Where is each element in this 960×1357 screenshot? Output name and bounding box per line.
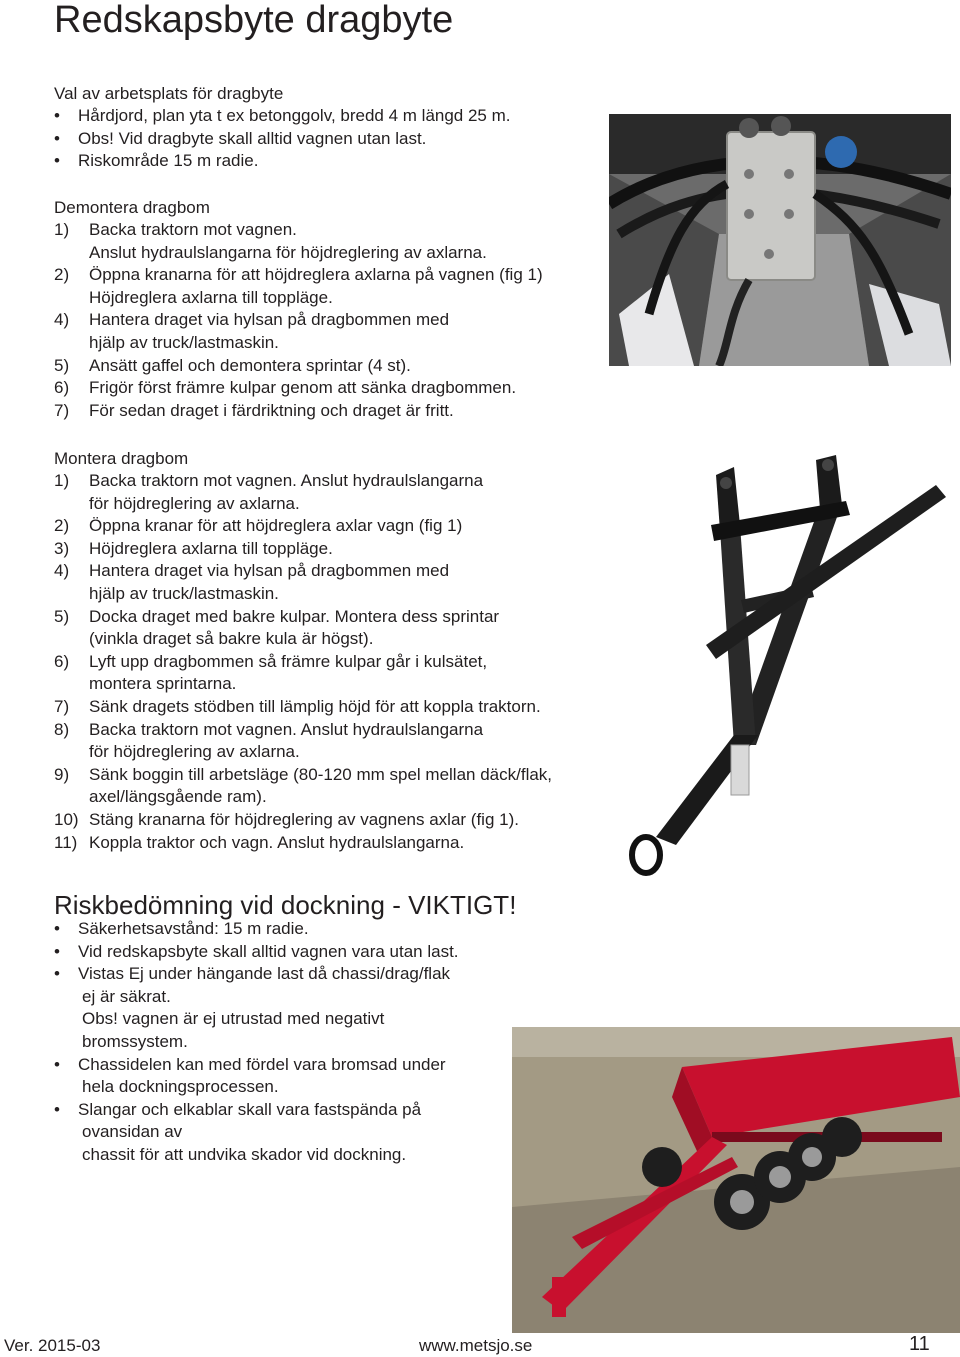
- list-item: 1) Backa traktorn mot vagnen.: [54, 220, 297, 239]
- section-heading-dismount: Demontera dragbom: [54, 198, 210, 217]
- footer-version: Ver. 2015-03: [4, 1336, 101, 1355]
- list-item: • Hårdjord, plan yta t ex betonggolv, bredd 4 m längd 25 m.: [54, 106, 511, 125]
- list-item: 4) Hantera draget via hylsan på dragbommen med: [54, 310, 450, 330]
- list-item: axel/längsgående ram).: [89, 787, 267, 807]
- section-heading-mount: Montera dragbom: [54, 449, 189, 468]
- list-item: 7) Sänk dragets stödben till lämplig höjd för att koppla traktorn.: [54, 696, 541, 716]
- list-item: • Vistas Ej under hängande last då chassi/drag/flak: [54, 964, 451, 984]
- list-item: 2) Öppna kranar för att höjdreglera axlar vagn (fig 1): [54, 516, 463, 536]
- dismount-steps: [54, 219, 543, 422]
- list-item: chassit för att undvika skador vid dockning.: [82, 1144, 407, 1164]
- list-item: 6) Frigör först främre kulpar genom att sänka dragbommen.: [54, 378, 517, 398]
- list-item: ej är säkrat.: [82, 986, 171, 1006]
- list-item: 11) Koppla traktor och vagn. Anslut hydraulslangarna.: [54, 832, 465, 852]
- list-item: 10) Stäng kranarna för höjdreglering av vagnens axlar (fig 1).: [54, 809, 519, 829]
- list-item: Höjdreglera axlarna till toppläge.: [89, 287, 333, 307]
- list-item: (vinkla draget så bakre kula är högst).: [89, 629, 374, 649]
- list-item: • Riskområde 15 m radie.: [54, 151, 259, 171]
- list-item: 1) Backa traktorn mot vagnen. Anslut hydraulslangarna: [54, 471, 484, 490]
- list-item: • Säkerhetsavstånd: 15 m radie.: [54, 919, 309, 938]
- list-item: hjälp av truck/lastmaskin.: [89, 583, 279, 603]
- footer-page-number: 11: [909, 1333, 930, 1355]
- risk-heading: Riskbedömning vid dockning - VIKTIGT!: [54, 890, 517, 920]
- list-item: • Slangar och elkablar skall vara fastspända på: [54, 1099, 422, 1119]
- list-item: montera sprintarna.: [89, 674, 237, 694]
- page-title: Redskapsbyte dragbyte: [54, 0, 454, 41]
- list-item: för höjdreglering av axlarna.: [89, 742, 300, 762]
- list-item: bromssystem.: [82, 1031, 188, 1051]
- list-item: 6) Lyft upp dragbommen så främre kulpar går i kulsätet,: [54, 651, 488, 671]
- worksite-list: [54, 105, 511, 173]
- footer-url[interactable]: www.metsjo.se: [419, 1336, 533, 1355]
- drawbar-photo: [606, 445, 956, 885]
- list-item: • Vid redskapsbyte skall alltid vagnen vara utan last.: [54, 941, 459, 961]
- list-item: 7) För sedan draget i färdriktning och draget är fritt.: [54, 400, 454, 420]
- list-item: 8) Backa traktorn mot vagnen. Anslut hydraulslangarna: [54, 719, 484, 739]
- list-item: 9) Sänk boggin till arbetsläge (80-120 mm spel mellan däck/flak,: [54, 764, 553, 784]
- list-item: Obs! vagnen är ej utrustad med negativt: [82, 1009, 385, 1029]
- risk-list: [54, 918, 459, 1167]
- section-heading-worksite: Val av arbetsplats för dragbyte: [54, 84, 284, 103]
- list-item: hjälp av truck/lastmaskin.: [89, 332, 279, 352]
- list-item: för höjdreglering av axlarna.: [89, 493, 300, 513]
- list-item: 3) Höjdreglera axlarna till toppläge.: [54, 538, 333, 558]
- list-item: 5) Ansätt gaffel och demontera sprintar (4 st).: [54, 355, 411, 375]
- list-item: Anslut hydraulslangarna för höjdreglering av axlarna.: [89, 242, 487, 262]
- mount-steps: [54, 470, 552, 854]
- list-item: • Chassidelen kan med fördel vara bromsad under: [54, 1054, 446, 1074]
- list-item: 4) Hantera draget via hylsan på dragbommen med: [54, 561, 450, 581]
- list-item: 2) Öppna kranarna för att höjdreglera axlarna på vagnen (fig 1): [54, 265, 543, 285]
- list-item: 5) Docka draget med bakre kulpar. Montera dess sprintar: [54, 606, 500, 626]
- trailer-photo: [512, 1027, 960, 1333]
- list-item: • Obs! Vid dragbyte skall alltid vagnen utan last.: [54, 128, 427, 148]
- list-item: hela dockningsprocessen.: [82, 1077, 279, 1097]
- list-item: ovansidan av: [82, 1122, 183, 1142]
- hydraulic-valve-photo: [609, 114, 951, 366]
